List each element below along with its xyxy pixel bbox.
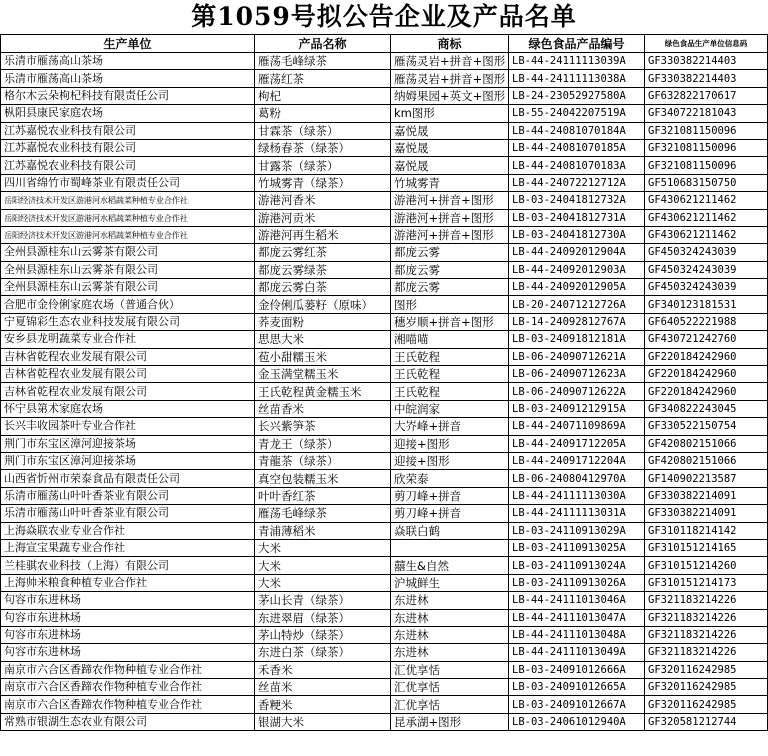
product-code-cell: LB-44-24092012904A: [509, 244, 645, 261]
product-name-cell: 真空包装糯玉米: [255, 470, 391, 487]
table-row: [1, 70, 768, 87]
trademark-cell: 游港河+拼音+图形: [391, 209, 509, 226]
document-title: 第1059号拟公告企业及产品名单: [191, 2, 577, 31]
product-code-cell: LB-03-24110913025A: [509, 539, 645, 556]
product-name-cell: 长兴紫笋茶: [255, 418, 391, 435]
table-row: [1, 366, 768, 383]
producer-cell: 江苏嘉悦农业科技有限公司: [1, 139, 255, 156]
product-code-cell: LB-03-24061012940A: [509, 713, 645, 730]
product-name-cell: 东进翠眉（绿茶）: [255, 609, 391, 626]
producer-code-cell: GF310151214173: [645, 574, 768, 591]
table-row: [1, 261, 768, 278]
product-code-cell: LB-06-24080412970A: [509, 470, 645, 487]
header-product-name: 产品名称: [255, 35, 391, 53]
product-code-cell: LB-03-24110913024A: [509, 557, 645, 574]
producer-cell: 格尔木云朵枸杞科技有限责任公司: [1, 87, 255, 104]
product-name-cell: 雁荡红茶: [255, 70, 391, 87]
trademark-cell: 东进林: [391, 592, 509, 609]
table-row: [1, 139, 768, 156]
product-name-cell: 大米: [255, 557, 391, 574]
producer-code-cell: GF321081150096: [645, 157, 768, 174]
table-row: [1, 644, 768, 661]
producer-cell: 乐清市雁荡山叶叶香茶业有限公司: [1, 505, 255, 522]
trademark-cell: 汇优享恬: [391, 661, 509, 678]
product-name-cell: 甘露茶（绿茶）: [255, 157, 391, 174]
producer-cell: 山西省忻州市荣泰食品有限责任公司: [1, 470, 255, 487]
producer-cell: 岳阳经济技术开发区游港河水稻蔬菜种植专业合作社: [1, 192, 255, 209]
producer-cell: 吉林省乾程农业发展有限公司: [1, 366, 255, 383]
table-row: [1, 505, 768, 522]
table-row: [1, 487, 768, 504]
producer-code-cell: GF321183214226: [645, 592, 768, 609]
producer-cell: 吉林省乾程农业发展有限公司: [1, 383, 255, 400]
table-row: [1, 470, 768, 487]
product-code-cell: LB-44-24111013049A: [509, 644, 645, 661]
product-code-cell: LB-03-24091012665A: [509, 679, 645, 696]
producer-code-cell: GF321081150096: [645, 139, 768, 156]
trademark-cell: 穗岁顺+拼音+图形: [391, 313, 509, 330]
company-product-table: [0, 34, 768, 731]
producer-code-cell: GF330522150754: [645, 418, 768, 435]
trademark-cell: 竹城雾青: [391, 174, 509, 191]
product-code-cell: LB-44-24091712205A: [509, 435, 645, 452]
trademark-cell: 剪刀峰+拼音: [391, 505, 509, 522]
producer-code-cell: GF310118214142: [645, 522, 768, 539]
product-code-cell: LB-03-24091212915A: [509, 400, 645, 417]
product-name-cell: 金玉满堂糯玉米: [255, 366, 391, 383]
producer-cell: 荆门市东宝区漳河迎接茶场: [1, 435, 255, 452]
product-code-cell: LB-06-24090712621A: [509, 348, 645, 365]
product-name-cell: 雁荡毛峰绿茶: [255, 505, 391, 522]
table-row: [1, 713, 768, 730]
product-code-cell: LB-06-24090712622A: [509, 383, 645, 400]
product-name-cell: 枸杞: [255, 87, 391, 104]
product-name-cell: 叶叶香红茶: [255, 487, 391, 504]
trademark-cell: 昆承湖+图形: [391, 713, 509, 730]
trademark-cell: 东进林: [391, 609, 509, 626]
product-code-cell: LB-44-24111013047A: [509, 609, 645, 626]
product-code-cell: LB-03-24041812732A: [509, 192, 645, 209]
producer-code-cell: GF632822170617: [645, 87, 768, 104]
table-row: [1, 418, 768, 435]
trademark-cell: 王氏乾程: [391, 348, 509, 365]
product-code-cell: LB-44-24081070184A: [509, 122, 645, 139]
producer-code-cell: GF340722181043: [645, 105, 768, 122]
trademark-cell: 都庞云雾: [391, 244, 509, 261]
producer-code-cell: GF330382214091: [645, 487, 768, 504]
table-row: [1, 383, 768, 400]
table-row: [1, 313, 768, 330]
trademark-cell: 嘉悦晟: [391, 139, 509, 156]
table-row: [1, 557, 768, 574]
trademark-cell: 嘉悦晟: [391, 157, 509, 174]
table-row: [1, 279, 768, 296]
trademark-cell: 欣荣泰: [391, 470, 509, 487]
producer-cell: 吉林省乾程农业发展有限公司: [1, 348, 255, 365]
trademark-cell: 囍生&自然: [391, 557, 509, 574]
table-row: [1, 522, 768, 539]
product-name-cell: 茅山长青（绿茶）: [255, 592, 391, 609]
producer-code-cell: GF310151214260: [645, 557, 768, 574]
producer-cell: 上海焱联农业专业合作社: [1, 522, 255, 539]
table-header-row: [1, 35, 768, 53]
table-row: [1, 105, 768, 122]
header-trademark: 商标: [391, 35, 509, 53]
trademark-cell: 中皖润家: [391, 400, 509, 417]
trademark-cell: km图形: [391, 105, 509, 122]
table-row: [1, 331, 768, 348]
producer-cell: 常熟市银湖生态农业有限公司: [1, 713, 255, 730]
product-name-cell: 香粳米: [255, 696, 391, 713]
table-row: [1, 679, 768, 696]
producer-cell: 兰桂骐农业科技（上海）有限公司: [1, 557, 255, 574]
trademark-cell: 焱联白鹤: [391, 522, 509, 539]
product-name-cell: 禾香米: [255, 661, 391, 678]
producer-cell: 全州县源桂东山云雾茶有限公司: [1, 261, 255, 278]
table-row: [1, 348, 768, 365]
product-name-cell: 青龙王（绿茶）: [255, 435, 391, 452]
trademark-cell: 东进林: [391, 644, 509, 661]
table-row: [1, 226, 768, 243]
product-name-cell: 金伶俐瓜蒌籽（原味）: [255, 296, 391, 313]
product-code-cell: LB-44-24111013048A: [509, 626, 645, 643]
table-row: [1, 696, 768, 713]
producer-code-cell: GF140902213587: [645, 470, 768, 487]
product-name-cell: 竹城雾青（绿茶）: [255, 174, 391, 191]
producer-code-cell: GF420802151066: [645, 435, 768, 452]
product-code-cell: LB-03-24091812181A: [509, 331, 645, 348]
product-code-cell: LB-24-23052927580A: [509, 87, 645, 104]
producer-cell: 宁夏锦彩生态农业科技发展有限公司: [1, 313, 255, 330]
trademark-cell: 图形: [391, 296, 509, 313]
producer-code-cell: GF510683150750: [645, 174, 768, 191]
table-body: [1, 53, 768, 731]
producer-code-cell: GF220184242960: [645, 366, 768, 383]
trademark-cell: 东进林: [391, 626, 509, 643]
product-name-cell: 银湖大米: [255, 713, 391, 730]
table-row: [1, 87, 768, 104]
product-code-cell: LB-44-24081070185A: [509, 139, 645, 156]
trademark-cell: 雁荡灵岩+拼音+图形: [391, 53, 509, 70]
producer-code-cell: GF420802151066: [645, 452, 768, 469]
producer-code-cell: GF640522221988: [645, 313, 768, 330]
producer-cell: 岳阳经济技术开发区游港河水稻蔬菜种植专业合作社: [1, 209, 255, 226]
table-row: [1, 192, 768, 209]
trademark-cell: [391, 539, 509, 556]
producer-code-cell: GF430621211462: [645, 192, 768, 209]
table-row: [1, 539, 768, 556]
product-name-cell: 游港河香米: [255, 192, 391, 209]
trademark-cell: 嘉悦晟: [391, 122, 509, 139]
table-row: [1, 244, 768, 261]
product-code-cell: LB-06-24090712623A: [509, 366, 645, 383]
product-code-cell: LB-44-24111113039A: [509, 53, 645, 70]
table-row: [1, 53, 768, 70]
producer-code-cell: GF220184242960: [645, 383, 768, 400]
producer-cell: 南京市六合区香蹄农作物种植专业合作社: [1, 679, 255, 696]
producer-cell: 上海宣宝果蔬专业合作社: [1, 539, 255, 556]
producer-cell: 江苏嘉悦农业科技有限公司: [1, 157, 255, 174]
table-row: [1, 452, 768, 469]
product-code-cell: LB-44-24072212712A: [509, 174, 645, 191]
producer-cell: 安乡县龙明蔬菜专业合作社: [1, 331, 255, 348]
table-row: [1, 609, 768, 626]
producer-cell: 枞阳县康民家庭农场: [1, 105, 255, 122]
product-code-cell: LB-03-24091012666A: [509, 661, 645, 678]
trademark-cell: 汇优享恬: [391, 696, 509, 713]
producer-cell: 乐清市雁荡山叶叶香茶业有限公司: [1, 487, 255, 504]
product-name-cell: 游港河贡米: [255, 209, 391, 226]
product-code-cell: LB-44-24081070183A: [509, 157, 645, 174]
product-name-cell: 游港河再生稻米: [255, 226, 391, 243]
trademark-cell: 纳姆果园+英文+图形: [391, 87, 509, 104]
trademark-cell: 游港河+拼音+图形: [391, 226, 509, 243]
trademark-cell: 游港河+拼音+图形: [391, 192, 509, 209]
producer-code-cell: GF330382214403: [645, 70, 768, 87]
producer-code-cell: GF321183214226: [645, 609, 768, 626]
header-product-code: 绿色食品产品编号: [509, 35, 645, 53]
producer-cell: 四川省绵竹市蜀峰茶业有限责任公司: [1, 174, 255, 191]
product-code-cell: LB-55-24042207519A: [509, 105, 645, 122]
product-code-cell: LB-44-24111013046A: [509, 592, 645, 609]
product-code-cell: LB-03-24041812731A: [509, 209, 645, 226]
producer-cell: 荆门市东宝区漳河迎接茶场: [1, 452, 255, 469]
producer-code-cell: GF430621211462: [645, 209, 768, 226]
producer-cell: 合肥市金伶俐家庭农场（普通合伙）: [1, 296, 255, 313]
producer-code-cell: GF330382214403: [645, 53, 768, 70]
product-code-cell: LB-03-24091012667A: [509, 696, 645, 713]
producer-cell: 全州县源桂东山云雾茶有限公司: [1, 279, 255, 296]
table-row: [1, 574, 768, 591]
producer-code-cell: GF320116242985: [645, 696, 768, 713]
product-code-cell: LB-44-24092012905A: [509, 279, 645, 296]
product-code-cell: LB-20-24071212726A: [509, 296, 645, 313]
table-row: [1, 661, 768, 678]
producer-code-cell: GF320581212744: [645, 713, 768, 730]
producer-cell: 岳阳经济技术开发区游港河水稻蔬菜种植专业合作社: [1, 226, 255, 243]
producer-cell: 南京市六合区香蹄农作物种植专业合作社: [1, 696, 255, 713]
producer-code-cell: GF450324243039: [645, 261, 768, 278]
trademark-cell: 汇优享恬: [391, 679, 509, 696]
table-row: [1, 157, 768, 174]
producer-code-cell: GF320116242985: [645, 679, 768, 696]
product-name-cell: 葛粉: [255, 105, 391, 122]
product-name-cell: 东进白茶（绿茶）: [255, 644, 391, 661]
producer-cell: 全州县源桂东山云雾茶有限公司: [1, 244, 255, 261]
producer-code-cell: GF340123181531: [645, 296, 768, 313]
product-code-cell: LB-03-24041812730A: [509, 226, 645, 243]
table-row: [1, 174, 768, 191]
product-code-cell: LB-44-24111113031A: [509, 505, 645, 522]
product-code-cell: LB-44-24071109869A: [509, 418, 645, 435]
producer-cell: 句容市东进林场: [1, 644, 255, 661]
product-code-cell: LB-44-24092012903A: [509, 261, 645, 278]
trademark-cell: 大岕峰+拼音: [391, 418, 509, 435]
trademark-cell: 沪城鲜生: [391, 574, 509, 591]
table-row: [1, 592, 768, 609]
table-row: [1, 122, 768, 139]
producer-cell: 长兴丰收园茶叶专业合作社: [1, 418, 255, 435]
producer-code-cell: GF321081150096: [645, 122, 768, 139]
product-code-cell: LB-03-24110913029A: [509, 522, 645, 539]
product-name-cell: 王氏乾程黄金糯玉米: [255, 383, 391, 400]
producer-code-cell: GF340822243045: [645, 400, 768, 417]
trademark-cell: 湘喵喵: [391, 331, 509, 348]
table-row: [1, 296, 768, 313]
producer-code-cell: GF321183214226: [645, 644, 768, 661]
product-name-cell: 苞小甜糯玉米: [255, 348, 391, 365]
producer-code-cell: GF321183214226: [645, 626, 768, 643]
trademark-cell: 王氏乾程: [391, 366, 509, 383]
trademark-cell: 迎接+图形: [391, 452, 509, 469]
header-producer: 生产单位: [1, 35, 255, 53]
product-name-cell: 丝苗香米: [255, 400, 391, 417]
product-code-cell: LB-44-24091712204A: [509, 452, 645, 469]
product-name-cell: 青龍茶（绿茶）: [255, 452, 391, 469]
product-name-cell: 丝苗米: [255, 679, 391, 696]
table-row: [1, 209, 768, 226]
trademark-cell: 剪刀峰+拼音: [391, 487, 509, 504]
trademark-cell: 王氏乾程: [391, 383, 509, 400]
product-name-cell: 甘霖茶（绿茶）: [255, 122, 391, 139]
producer-cell: 句容市东进林场: [1, 626, 255, 643]
producer-code-cell: GF330382214091: [645, 505, 768, 522]
producer-cell: 江苏嘉悦农业科技有限公司: [1, 122, 255, 139]
table-row: [1, 400, 768, 417]
producer-code-cell: GF310151214165: [645, 539, 768, 556]
product-code-cell: LB-03-24110913026A: [509, 574, 645, 591]
product-name-cell: 都庞云雾白茶: [255, 279, 391, 296]
product-name-cell: 荞麦面粉: [255, 313, 391, 330]
producer-code-cell: GF450324243039: [645, 244, 768, 261]
producer-code-cell: GF450324243039: [645, 279, 768, 296]
product-name-cell: 思思大米: [255, 331, 391, 348]
producer-cell: 怀宁县第术家庭农场: [1, 400, 255, 417]
producer-cell: 句容市东进林场: [1, 609, 255, 626]
producer-cell: 乐清市雁荡高山茶场: [1, 70, 255, 87]
trademark-cell: 都庞云雾: [391, 279, 509, 296]
product-name-cell: 青浦薄稻米: [255, 522, 391, 539]
producer-cell: 乐清市雁荡高山茶场: [1, 53, 255, 70]
product-code-cell: LB-44-24111113030A: [509, 487, 645, 504]
producer-cell: 句容市东进林场: [1, 592, 255, 609]
trademark-cell: 迎接+图形: [391, 435, 509, 452]
product-name-cell: 茅山特炒（绿茶）: [255, 626, 391, 643]
producer-code-cell: GF220184242960: [645, 348, 768, 365]
product-name-cell: 都庞云雾绿茶: [255, 261, 391, 278]
product-code-cell: LB-44-24111113038A: [509, 70, 645, 87]
product-name-cell: 大米: [255, 574, 391, 591]
product-name-cell: 绿杨春茶（绿茶）: [255, 139, 391, 156]
producer-cell: 上海帅米粮食种植专业合作社: [1, 574, 255, 591]
product-name-cell: 雁荡毛峰绿茶: [255, 53, 391, 70]
producer-code-cell: GF430621211462: [645, 226, 768, 243]
producer-code-cell: GF320116242985: [645, 661, 768, 678]
product-name-cell: 都庞云雾红茶: [255, 244, 391, 261]
header-producer-code: 绿色食品生产单位信息码: [645, 35, 768, 53]
producer-cell: 南京市六合区香蹄农作物种植专业合作社: [1, 661, 255, 678]
trademark-cell: 都庞云雾: [391, 261, 509, 278]
table-row: [1, 626, 768, 643]
table-row: [1, 435, 768, 452]
product-name-cell: 大米: [255, 539, 391, 556]
trademark-cell: 雁荡灵岩+拼音+图形: [391, 70, 509, 87]
product-code-cell: LB-14-24092812767A: [509, 313, 645, 330]
producer-code-cell: GF430721242760: [645, 331, 768, 348]
